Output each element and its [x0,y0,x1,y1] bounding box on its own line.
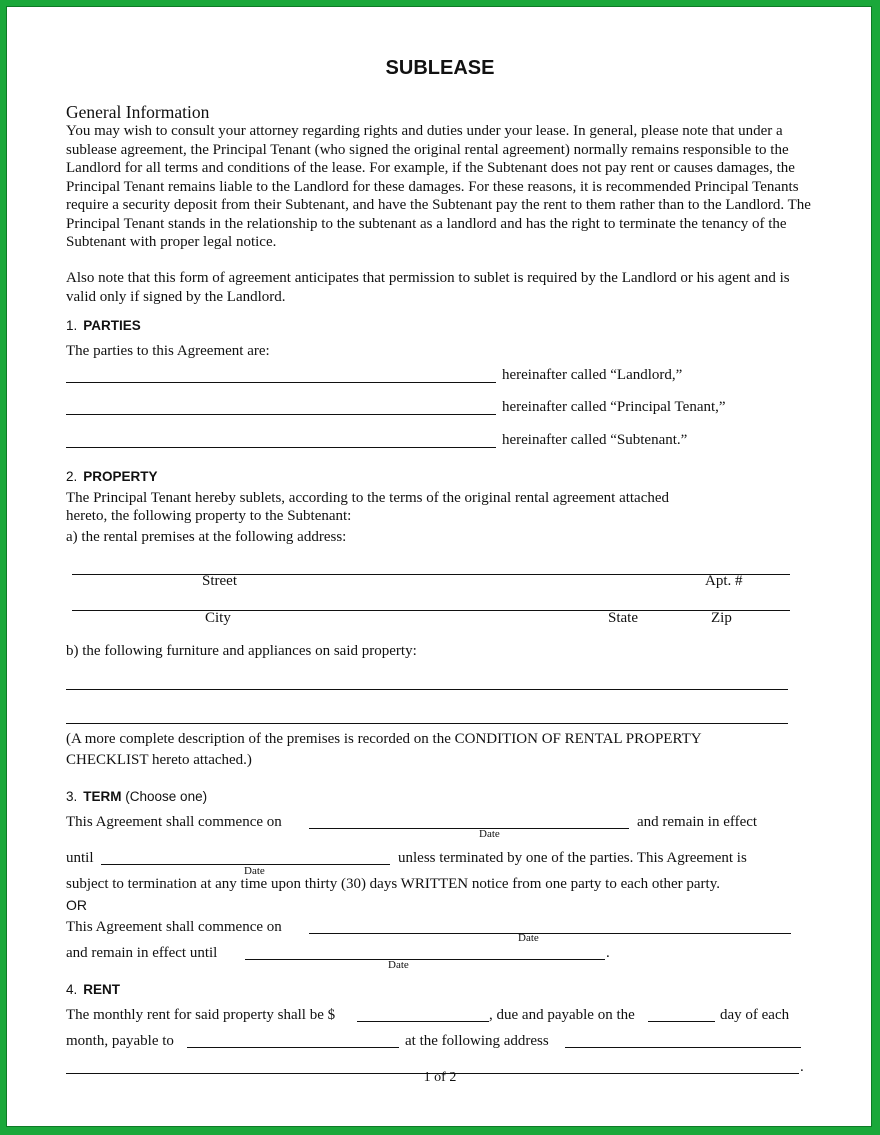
parties-intro: The parties to this Agreement are: [66,343,270,359]
property-intro-line1: The Principal Tenant hereby sublets, according to the terms of the original rental agreement attached [66,490,670,506]
rent-amount-field[interactable] [357,1021,489,1022]
landlord-name-field[interactable] [66,382,496,383]
section-property-heading [66,469,158,484]
term-commence-text: This Agreement shall commence on [66,814,282,830]
commence-date-caption: Date [479,828,500,840]
rent-end-period: . [800,1059,804,1075]
alt-end-date-caption: Date [388,959,409,971]
rent-payable-to-text: month, payable to [66,1033,174,1049]
section-title: RENT [83,982,121,997]
section-number: 2. [66,469,78,484]
term-end-period: . [606,945,610,961]
section-subtitle: (Choose one) [125,789,208,804]
alt-commence-date-caption: Date [518,932,539,944]
city-caption: City [205,610,231,626]
section-title: PARTIES [83,318,141,333]
until-date-caption: Date [244,865,265,877]
term-remain-until-text: and remain in effect until [66,945,218,961]
general-information-heading: General Information [66,102,210,122]
section-title: PROPERTY [83,469,158,484]
property-item-b: b) the following furniture and appliances on said property: [66,643,417,659]
document-page [6,6,872,1127]
city-state-zip-field[interactable] [72,610,790,611]
rent-day-of-each-text: day of each [720,1007,790,1023]
section-number: 1. [66,318,78,333]
general-information-paragraph: You may wish to consult your attorney regarding rights and duties under your lease. In general, please note that under a sublease agreement, the Principal Tenant (who signed the original rental agreement) normally remains responsible to the Landlord for all terms and conditions of the lease. For example, if the Subtenant does not pay rent or causes damages, the Principal Tenant remains liable to the Landlord for these damages. For these reasons, it is recommended Principal Tenants require a security deposit from their Subtenant, and have the Subtenant pay the rent to them rather than to the Landlord. The Principal Tenant stands in the relationship to the subtenant as a landlord and has the right to terminate the tenancy of the Subtenant with proper legal notice. [66,123,811,250]
street-address-field[interactable] [72,574,790,575]
alt-end-date-field[interactable] [245,959,605,960]
property-intro-line2: hereto, the following property to the Subtenant: [66,508,352,524]
rent-due-text: , due and payable on the [489,1007,635,1023]
principal-tenant-name-field[interactable] [66,414,496,415]
rent-amount-text: The monthly rent for said property shall be $ [66,1007,336,1023]
street-caption: Street [202,573,237,589]
subtenant-name-field[interactable] [66,447,496,448]
section-number: 4. [66,982,78,997]
principal-tenant-label: hereinafter called “Principal Tenant,” [502,399,726,415]
apt-caption: Apt. # [705,573,743,589]
section-term-heading [66,789,207,804]
furniture-field-line1[interactable] [66,689,788,690]
subtenant-label: hereinafter called “Subtenant.” [502,432,688,448]
section-number: 3. [66,789,78,804]
rent-address-text: at the following address [405,1033,549,1049]
checklist-note-line1: (A more complete description of the premises is recorded on the CONDITION OF RENTAL PROPERTY [66,731,702,747]
section-title: TERM [83,789,122,804]
term-or-text: OR [66,897,87,913]
document-title: SUBLEASE [385,57,495,79]
alt-commence-date-field[interactable] [309,933,791,934]
term-commence-text-alt: This Agreement shall commence on [66,919,282,935]
term-until-text: until [66,850,94,866]
section-parties-heading [66,318,141,333]
general-information-note: Also note that this form of agreement anticipates that permission to sublet is required by the Landlord or his agent and is valid only if signed by the Landlord. [66,270,790,305]
property-item-a: a) the rental premises at the following address: [66,529,347,545]
furniture-field-line2[interactable] [66,723,788,724]
zip-caption: Zip [711,610,732,626]
page-number: 1 of 2 [423,1070,457,1085]
rent-due-day-field[interactable] [648,1021,715,1022]
landlord-label: hereinafter called “Landlord,” [502,367,683,383]
commence-date-field[interactable] [309,828,629,829]
section-rent-heading [66,982,120,997]
term-termination-text: subject to termination at any time upon thirty (30) days WRITTEN notice from one party to each other party. [66,876,720,892]
term-unless-text: unless terminated by one of the parties. This Agreement is [398,850,747,866]
checklist-note-line2: CHECKLIST hereto attached.) [66,752,252,768]
rent-payee-field[interactable] [187,1047,399,1048]
state-caption: State [608,610,638,626]
term-remain-text: and remain in effect [637,814,758,830]
rent-address-field[interactable] [565,1047,801,1048]
